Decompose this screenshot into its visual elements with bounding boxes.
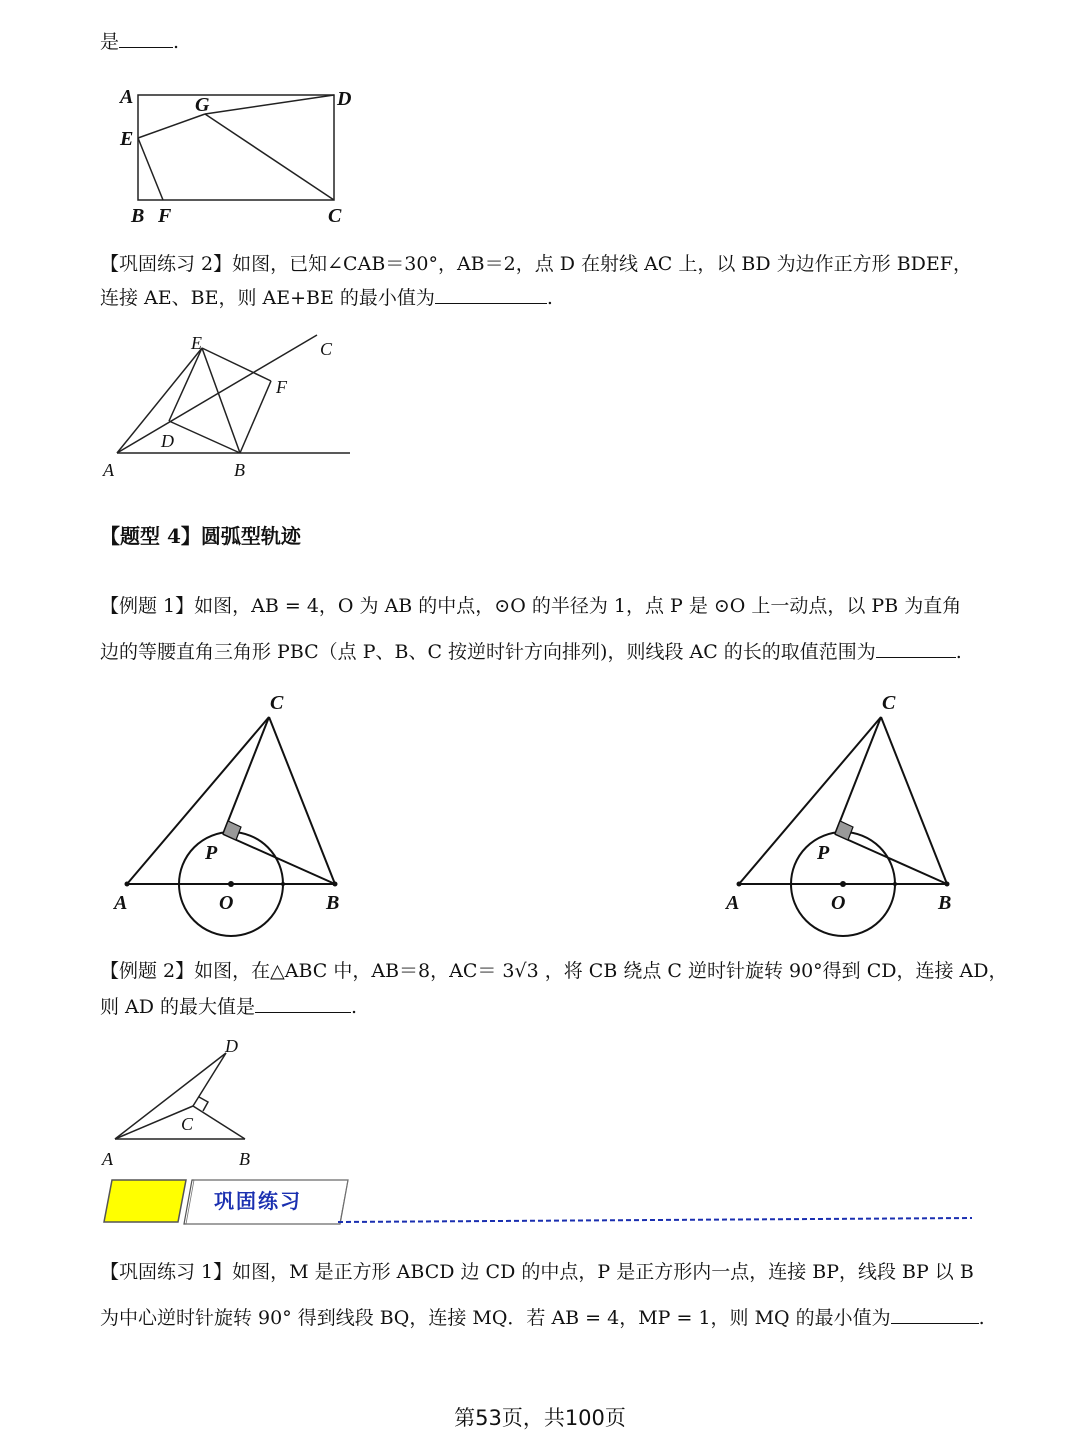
practice2-text1: 如图，已知∠CAB＝30°，AB＝2，点 D 在射线 AC 上，以 BD 为边作正方形 BDEF， (232, 253, 972, 275)
label-p: P (817, 842, 830, 864)
label-b: B (239, 1149, 250, 1169)
label-o: O (831, 892, 846, 914)
figure-square-bdef (95, 330, 365, 485)
example1-line1 (100, 595, 990, 618)
label-a: A (114, 892, 128, 914)
figure-rectangle-abcd (100, 80, 380, 235)
section-heading: 【题型 4】圆弧型轨迹 (100, 524, 301, 548)
label-d: D (225, 1036, 238, 1056)
label-f: F (276, 377, 287, 397)
label-b: B (234, 460, 245, 480)
label-a: A (103, 460, 114, 480)
label-b: B (131, 205, 145, 227)
practice1-line2 (100, 1306, 990, 1330)
practice1-line1 (100, 1261, 990, 1284)
label-a: A (726, 892, 740, 914)
label-f: F (158, 205, 172, 227)
practice2-end: . (546, 287, 553, 309)
practice-banner-title: 巩固练习 (214, 1189, 302, 1213)
answer-blank (891, 1306, 979, 1324)
example2-text2: 则 AD 的最大值是 (100, 996, 256, 1018)
label-e: E (191, 333, 202, 353)
practice2-tag: 【巩固练习 2】 (100, 253, 233, 275)
label-a: A (120, 86, 134, 108)
label-b: B (938, 892, 952, 914)
example1-end: . (955, 641, 962, 663)
practice1-end: . (978, 1307, 985, 1329)
label-g: G (195, 94, 210, 116)
practice2-line2 (100, 286, 990, 310)
example2-line1 (100, 960, 1008, 983)
label-c: C (882, 692, 896, 714)
label-e: E (120, 128, 134, 150)
practice2-line1 (100, 253, 990, 276)
example2-line2 (100, 995, 990, 1019)
figure-circle-right (712, 685, 982, 920)
label-c: C (320, 339, 333, 359)
practice1-text2: 为中心逆时针旋转 90° 得到线段 BQ，连接 MQ．若 AB = 4，MP = 1，则 MQ 的最小值为 (100, 1307, 891, 1329)
answer-blank (876, 640, 956, 658)
label-d: D (337, 88, 352, 110)
label-c: C (328, 205, 342, 227)
label-c: C (270, 692, 284, 714)
label-p: P (205, 842, 218, 864)
example1-text2: 边的等腰直角三角形 PBC（点 P、B、C 按逆时针方向排列)，则线段 AC 的长的取值范围为 (100, 641, 876, 663)
example2-tag: 【例题 2】 (100, 960, 195, 982)
example1-text1: 如图，AB = 4，O 为 AB 的中点，⊙O 的半径为 1，点 P 是 ⊙O 上一动点，以 PB 为直角 (194, 595, 962, 617)
practice2-text2: 连接 AE、BE，则 AE+BE 的最小值为 (100, 287, 435, 309)
page-footer: 第53页，共100页 (454, 1406, 626, 1430)
answer-blank (255, 995, 351, 1013)
practice1-text1: 如图，M 是正方形 ABCD 边 CD 的中点，P 是正方形内一点，连接 BP，线段 BP 以 B (232, 1261, 974, 1283)
label-d: D (161, 431, 174, 451)
figure-circle-left (100, 685, 370, 920)
label-o: O (219, 892, 234, 914)
example2-end: . (351, 996, 358, 1018)
example2-text1: 如图，在△ABC 中，AB＝8，AC＝ 3√3 ，将 CB 绕点 C 逆时针旋转 90°得到 CD，连接 AD， (194, 960, 1008, 982)
label-a: A (102, 1149, 113, 1169)
practice1-tag: 【巩固练习 1】 (100, 1261, 233, 1283)
top-line (100, 30, 990, 54)
answer-blank (435, 286, 547, 304)
example1-line2 (100, 640, 990, 664)
answer-blank (119, 30, 173, 48)
top-line-text: 是 (100, 31, 120, 53)
label-b: B (326, 892, 340, 914)
figure-triangle-abcd (95, 1035, 275, 1170)
top-line-end: . (173, 31, 180, 53)
label-c: C (181, 1114, 194, 1134)
example1-tag: 【例题 1】 (100, 595, 195, 617)
